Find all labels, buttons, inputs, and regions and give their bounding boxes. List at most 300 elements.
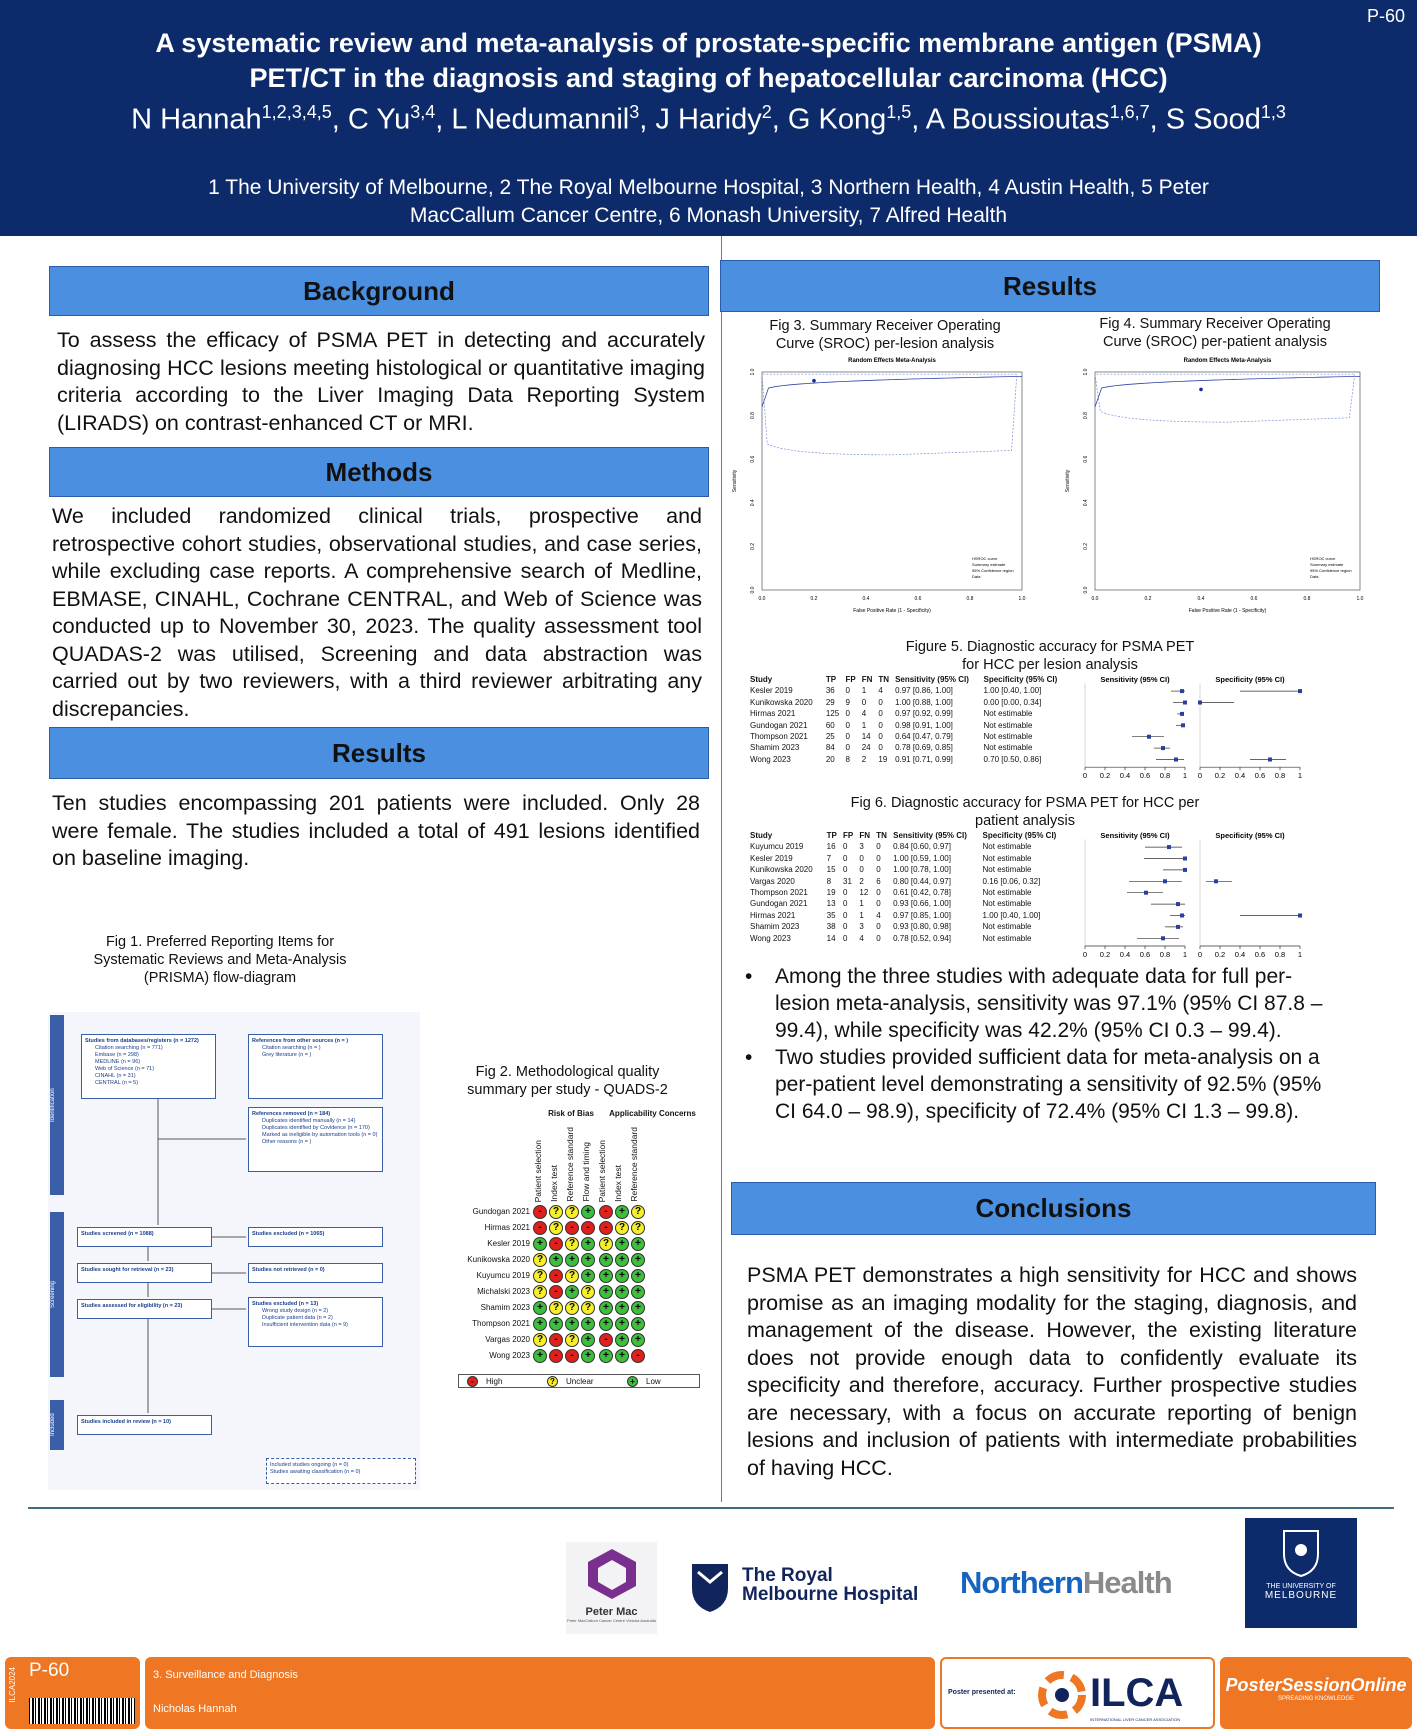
forest-panel-label: Specificity (95% CI)	[1215, 675, 1285, 684]
quadas-judgement-icon: +	[631, 1317, 645, 1331]
forest-study-row	[748, 887, 1070, 898]
forest-cell: Kunikowska 2020	[750, 697, 813, 707]
forest-cell: Not estimable	[982, 933, 1032, 943]
ilca-box	[940, 1657, 1215, 1729]
forest-study-row	[748, 685, 1070, 696]
forest-point	[1298, 689, 1302, 693]
forest-cell: 15	[826, 865, 836, 875]
title-line-2: PET/CT in the diagnosis and staging of hepatocellular carcinoma (HCC)	[249, 63, 1168, 93]
assessed-text: Studies assessed for eligibility (n = 23)	[81, 1303, 183, 1309]
quadas-judgement-icon: ?	[533, 1333, 547, 1347]
footer	[0, 1657, 1417, 1732]
forest-tick-label: 1	[1297, 771, 1303, 781]
quadas-judgement-icon: +	[631, 1269, 645, 1283]
forest-cell: Wong 2023	[750, 933, 791, 943]
quadas-judgement-icon: +	[615, 1349, 629, 1363]
summary-estimate-point	[1199, 388, 1203, 392]
forest-header-cell: Study	[750, 831, 773, 840]
prisma-line: MEDLINE (n = 96)	[95, 1059, 141, 1065]
forest-cell: 0.91 [0.71, 0.99]	[895, 754, 953, 764]
roc-legend-item: Summary estimate	[972, 562, 1006, 567]
forest-cell: 0	[843, 910, 848, 920]
affiliations	[140, 174, 1277, 230]
forest-cell: Thompson 2021	[750, 888, 808, 898]
quadas-judgement-icon: -	[549, 1237, 563, 1251]
quadas-judgement-icon: +	[631, 1285, 645, 1299]
quadas-judgement-icon: ?	[549, 1205, 563, 1219]
roc-legend-item: Summary estimate	[1310, 562, 1344, 567]
forest-cell: 29	[825, 697, 835, 707]
quadas-judgement-icon: ?	[581, 1285, 595, 1299]
not-retrieved-text: Studies not retrieved (n = 0)	[252, 1267, 325, 1273]
quadas-judgement-icon: +	[581, 1349, 595, 1363]
hsroc-curve	[1095, 376, 1360, 407]
forest-header-cell: TN	[878, 675, 890, 684]
methods-heading: Methods	[49, 447, 709, 497]
author-affil-sup: 3	[629, 102, 640, 122]
forest-point	[1183, 868, 1187, 872]
forest-cell: 16	[826, 842, 836, 852]
other-title: References from other sources (n = )	[252, 1038, 349, 1044]
quadas-study-label: Michalski 2023	[477, 1287, 530, 1296]
forest-panel-label: Sensitivity (95% CI)	[1100, 675, 1170, 684]
pso-sub: SPREADING KNOWLEDGE	[1277, 1696, 1354, 1702]
forest-cell: 0	[843, 888, 848, 898]
forest-cell: 84	[825, 743, 835, 753]
prisma-line: Other reasons (n = )	[262, 1139, 312, 1145]
roc-y-tick: 0.4	[750, 499, 756, 507]
screened-text: Studies screened (n = 1088)	[81, 1231, 154, 1237]
forest-header-cell: Study	[750, 675, 773, 684]
quadas-column-label: Patient selection	[533, 1139, 543, 1202]
fig4-caption: Fig 4. Summary Receiver Operating Curve (SROC) per-patient analysis	[1099, 316, 1331, 350]
quadas-columns	[531, 1120, 711, 1202]
roc-x-tick: 0.0	[758, 596, 766, 602]
forest-cell: 0.70 [0.50, 0.86]	[983, 754, 1042, 764]
unimelb-logo	[1245, 1518, 1357, 1628]
forest-cell: Shamim 2023	[750, 922, 800, 932]
forest-cell: Kesler 2019	[750, 686, 793, 696]
forest-study-row	[748, 910, 1070, 921]
forest-cell: 0.93 [0.80, 0.98]	[893, 922, 951, 932]
forest-cell: Kesler 2019	[750, 853, 793, 863]
forest-cell: Kuyumcu 2019	[750, 842, 804, 852]
fig6-table	[748, 830, 1070, 944]
forest-study-row	[748, 921, 1070, 932]
footer-presenter: Nicholas Hannah	[153, 1703, 237, 1715]
roc-x-tick: 0.6	[1250, 596, 1258, 602]
forest-cell: 0.16 [0.06, 0.32]	[982, 876, 1041, 886]
forest-cell: 35	[826, 910, 836, 920]
quadas-judgement-icon: +	[533, 1301, 547, 1315]
forest-cell: 0	[876, 888, 881, 898]
forest-cell: Shamim 2023	[750, 743, 800, 753]
forest-cell: Wong 2023	[750, 754, 791, 764]
forest-cell: 0	[843, 899, 848, 909]
prisma-line: Embase (n = 298)	[95, 1052, 139, 1058]
forest-tick-label: 0.6	[1139, 950, 1151, 959]
forest-cell: 25	[825, 732, 835, 742]
forest-tick-label: 0	[1082, 950, 1088, 959]
quadas-judgement-icon: -	[599, 1221, 613, 1235]
fig5-caption: Figure 5. Diagnostic accuracy for PSMA PET for HCC per lesion analysis	[905, 639, 1195, 673]
author-affil-sup: 1,5	[886, 102, 912, 122]
roc-legend-item: Data	[972, 574, 981, 579]
forest-cell: 2	[861, 754, 867, 764]
forest-point	[1176, 925, 1180, 929]
results-bullets	[745, 963, 1335, 1125]
forest-study-row	[748, 898, 1070, 909]
forest-cell: 0	[843, 842, 848, 852]
prisma-diagram	[48, 1012, 420, 1490]
forest-header-row	[748, 830, 1070, 841]
forest-cell: 0	[845, 720, 850, 730]
prisma-line: Wrong study design (n = 2)	[262, 1308, 329, 1314]
quadas-column-label: Reference standard	[565, 1127, 575, 1202]
roc-x-tick: 0.6	[914, 596, 922, 602]
quadas-study-label: Vargas 2020	[485, 1335, 530, 1344]
quadas-judgement-icon: -	[599, 1205, 613, 1219]
quadas-judgement-icon: +	[533, 1237, 547, 1251]
forest-cell: 0.61 [0.42, 0.78]	[893, 888, 951, 898]
quadas-judgement-icon: +	[581, 1253, 595, 1267]
quadas-study-label: Shamim 2023	[480, 1303, 530, 1312]
conclusions-heading: Conclusions	[731, 1182, 1376, 1235]
author-list	[20, 102, 1397, 137]
bullet-item-2: • Two studies provided sufficient data for meta-analysis on a per-patient level demonstrating a sensitivity of 92.5% (95% CI 64.0 – 98.9), specificity of 72.4% (95% CI 1.3 – 99.8).	[745, 1044, 1335, 1125]
forest-cell: 4	[861, 709, 867, 719]
ilca-sub: INTERNATIONAL LIVER CANCER ASSOCIATION	[1090, 1717, 1181, 1722]
forest-cell: 19	[826, 888, 836, 898]
roc-plot-title: Random Effects Meta-Analysis	[848, 358, 936, 364]
forest-cell: 0	[845, 686, 850, 696]
forest-cell: Not estimable	[983, 732, 1033, 742]
forest-study-row	[748, 876, 1070, 887]
forest-cell: Not estimable	[983, 720, 1033, 730]
roc-y-label: Sensitivity	[1065, 469, 1071, 493]
forest-cell: Not estimable	[982, 899, 1032, 909]
forest-cell: 0	[878, 709, 883, 719]
fig6-caption: Fig 6. Diagnostic accuracy for PSMA PET for HCC per patient analysis	[850, 795, 1200, 829]
sroc-patient-plot	[1055, 350, 1370, 625]
author-separator: ,	[911, 103, 926, 136]
quadas-judgement-icon: -	[533, 1205, 547, 1219]
forest-cell: 0	[845, 709, 850, 719]
forest-cell: 60	[825, 720, 835, 730]
forest-tick-label: 0	[1197, 771, 1203, 781]
quadas-row	[455, 1236, 705, 1252]
roc-y-tick: 0.2	[1083, 542, 1089, 550]
petermac-mark-icon	[582, 1546, 642, 1601]
quadas-legend-label: Unclear	[566, 1376, 594, 1386]
sroc-lesion-plot	[722, 350, 1032, 625]
fig5-forest-plot	[1075, 674, 1315, 782]
northern-word: Northern	[960, 1565, 1083, 1600]
quadas-judgement-icon: -	[549, 1285, 563, 1299]
background-heading: Background	[49, 266, 709, 316]
forest-cell: 0	[859, 853, 864, 863]
ongoing-text: Included studies ongoing (n = 0)	[270, 1462, 349, 1468]
roc-x-tick: 0.4	[862, 596, 870, 602]
roc-x-tick: 0.8	[1303, 596, 1311, 602]
rmh-line1: The Royal	[742, 1565, 833, 1586]
prisma-line: CENTRAL (n = 5)	[95, 1080, 139, 1086]
quadas-judgement-icon: +	[631, 1237, 645, 1251]
roc-y-tick: 0.4	[1083, 499, 1089, 507]
quadas-judgement-icon: +	[565, 1317, 579, 1331]
footer-code: P-60	[29, 1660, 70, 1681]
forest-cell: Not estimable	[982, 888, 1032, 898]
forest-cell: Gundogan 2021	[750, 899, 808, 909]
forest-tick-label: 0.2	[1214, 950, 1226, 959]
forest-point	[1174, 758, 1178, 762]
forest-cell: Not estimable	[982, 922, 1032, 932]
forest-cell: 0.64 [0.47, 0.79]	[895, 732, 953, 742]
fig1-caption: Fig 1. Preferred Reporting Items for Systematic Reviews and Meta-Analysis (PRISMA) flow-diagram	[93, 934, 347, 986]
quadas-legend-icon: -	[467, 1376, 478, 1387]
removed-title: References removed (n = 184)	[252, 1111, 331, 1117]
roc-x-tick: 0.8	[966, 596, 974, 602]
author-name: N Hannah	[131, 103, 262, 136]
quadas-judgement-icon: +	[565, 1285, 579, 1299]
quadas-judgement-icon: +	[581, 1317, 595, 1331]
quadas-judgement-icon: +	[631, 1301, 645, 1315]
forest-study-row	[748, 742, 1070, 753]
forest-cell: 3	[859, 842, 864, 852]
forest-tick-label: 0	[1197, 950, 1203, 959]
forest-cell: Hirmas 2021	[750, 910, 796, 920]
forest-cell: 0	[861, 697, 867, 707]
forest-study-row	[748, 697, 1070, 708]
barcode-icon	[29, 1698, 135, 1724]
forest-study-row	[748, 720, 1070, 731]
quadas-judgement-icon: +	[581, 1333, 595, 1347]
results-left-heading: Results	[49, 727, 709, 779]
forest-cell: 0.00 [0.00, 0.34]	[983, 697, 1042, 707]
quadas-chart	[455, 1106, 705, 1396]
fig5-data-table	[748, 674, 1070, 765]
quadas-row	[455, 1204, 705, 1220]
db-title: Studies from databases/registers (n = 1272)	[85, 1038, 199, 1044]
petermac-name: Peter Mac	[585, 1606, 638, 1618]
forest-point	[1176, 902, 1180, 906]
forest-panel-label: Specificity (95% CI)	[1215, 831, 1285, 840]
quadas-judgement-icon: -	[549, 1269, 563, 1283]
forest-study-row	[748, 853, 1070, 864]
roc-y-tick: 0.6	[1083, 455, 1089, 463]
author-name: A Boussioutas	[925, 103, 1110, 136]
forest-cell: 24	[861, 743, 871, 753]
quadas-study-label: Gundogan 2021	[472, 1207, 530, 1216]
quadas-judgement-icon: -	[565, 1349, 579, 1363]
footer-info-box	[145, 1657, 935, 1729]
forest-cell: 14	[861, 732, 871, 742]
forest-tick-label: 0	[1082, 771, 1088, 781]
forest-cell: 1.00 [0.40, 1.00]	[982, 910, 1041, 920]
forest-cell: Not estimable	[983, 709, 1033, 719]
forest-tick-label: 0.2	[1214, 771, 1226, 781]
quadas-study-label: Wong 2023	[489, 1351, 530, 1360]
forest-cell: 0	[876, 922, 881, 932]
forest-tick-label: 0.4	[1119, 950, 1131, 959]
author-separator: ,	[435, 103, 452, 136]
roc-x-label: False Positive Rate (1 - Specificity)	[853, 608, 931, 614]
forest-point	[1298, 914, 1302, 918]
confidence-region	[1095, 374, 1355, 422]
forest-cell: 1.00 [0.40, 1.00]	[983, 686, 1042, 696]
forest-cell: 1	[861, 686, 867, 696]
author-name: C Yu	[347, 103, 411, 136]
forest-cell: 0	[859, 865, 864, 875]
roc-x-label: False Positive Rate (1 - Specificity)	[1188, 608, 1267, 614]
forest-header-cell: TP	[825, 675, 837, 684]
pso-name: PosterSessionOnline	[1225, 1675, 1407, 1695]
fig6-forest-plot	[1075, 830, 1315, 959]
forest-cell: Vargas 2020	[750, 876, 795, 886]
presented-at: Poster presented at:	[948, 1689, 1016, 1696]
roc-x-tick: 1.0	[1018, 596, 1026, 602]
quadas-judgement-icon: -	[565, 1221, 579, 1235]
author-affil-sup: 1,6,7	[1109, 102, 1150, 122]
fig2-caption: Fig 2. Methodological quality summary per study - QUADS-2	[467, 1064, 668, 1098]
forest-cell: 1	[859, 910, 864, 920]
forest-cell: 0	[843, 933, 848, 943]
quadas-judgement-icon: ?	[631, 1205, 645, 1219]
forest-cell: 0	[876, 899, 881, 909]
forest-header-cell: FP	[845, 675, 856, 684]
prisma-arrows	[48, 1012, 420, 1490]
quadas-judgement-icon: +	[549, 1317, 563, 1331]
quadas-judgement-icon: ?	[533, 1285, 547, 1299]
forest-cell: 0.97 [0.86, 1.00]	[895, 686, 953, 696]
unimelb-line1: THE UNIVERSITY OF	[1266, 1583, 1336, 1590]
quadas-column-label: Index test	[549, 1165, 559, 1202]
author-name: G Kong	[787, 103, 887, 136]
forest-header-cell: FN	[861, 675, 873, 684]
forest-study-row	[748, 841, 1070, 852]
quadas-row	[455, 1300, 705, 1316]
quadas-judgement-icon: +	[599, 1269, 613, 1283]
forest-study-row	[748, 708, 1070, 719]
prisma-line: Grey literature (n = )	[262, 1052, 312, 1058]
forest-cell: 8	[826, 876, 832, 886]
author-name: S Sood	[1165, 103, 1261, 136]
forest-cell: 0	[878, 743, 883, 753]
quadas-judgement-icon: +	[533, 1317, 547, 1331]
quadas-judgement-icon: +	[581, 1269, 595, 1283]
quadas-row	[455, 1316, 705, 1332]
conclusions-text: PSMA PET demonstrates a high sensitivity for HCC and shows promise as an imaging modality for the staging, diagnosis, and management of the disease. However, the existing literature does not provide enough data to confidently evaluate its specificity and therefore, accuracy. Further prospective studies are necessary, with a focus on accurate reporting of benign lesions and inclusion of patients with intermediate probabilities of having HCC.	[747, 1263, 1357, 1480]
roc-y-tick: 0.0	[1083, 586, 1089, 594]
quadas-judgement-icon: -	[533, 1221, 547, 1235]
quadas-judgement-icon: -	[549, 1333, 563, 1347]
quadas-legend	[458, 1374, 700, 1388]
forest-tick-label: 0.6	[1254, 950, 1266, 959]
northern-health-logo	[960, 1565, 1172, 1601]
forest-cell: 125	[825, 709, 840, 719]
forest-cell: 0	[843, 865, 848, 875]
poster-title	[60, 26, 1357, 96]
confidence-region	[762, 374, 1017, 455]
quadas-judgement-icon: +	[565, 1253, 579, 1267]
quadas-group-app: Applicability Concerns	[609, 1109, 696, 1118]
forest-panel-label: Sensitivity (95% CI)	[1100, 831, 1170, 840]
ilca-mark-icon	[1038, 1671, 1086, 1719]
prisma-line: Marked as ineligible by automation tools (n = 0)	[262, 1132, 378, 1138]
bottom-rule	[28, 1507, 1394, 1509]
quadas-judgement-icon: +	[599, 1317, 613, 1331]
quadas-judgement-icon: ?	[565, 1269, 579, 1283]
roc-legend-item: 95% Confidence region	[972, 568, 1014, 573]
forest-tick-label: 0.8	[1274, 950, 1286, 959]
forest-cell: 31	[843, 876, 852, 886]
title-line-1: A systematic review and meta-analysis of prostate-specific membrane antigen (PSMA)	[155, 28, 1262, 58]
author-separator: ,	[639, 103, 656, 136]
quadas-judgement-icon: +	[581, 1205, 595, 1219]
prisma-line: Citation searching (n = )	[262, 1045, 321, 1051]
author-affil-sup: 3,4	[410, 102, 436, 122]
quadas-group-rob: Risk of Bias	[548, 1109, 594, 1118]
quadas-judgement-icon: +	[599, 1253, 613, 1267]
forest-cell: 0	[845, 732, 850, 742]
phase-screening: Screening	[50, 1212, 64, 1377]
quadas-judgement-icon: +	[631, 1333, 645, 1347]
results-left-text: Ten studies encompassing 201 patients were included. Only 28 were female. The studies included a total of 491 lesions identified on baseline imaging.	[52, 791, 700, 870]
forest-cell: Not estimable	[982, 865, 1032, 875]
forest-tick-label: 0.6	[1139, 771, 1151, 781]
sought-text: Studies sought for retrieval (n = 23)	[81, 1267, 174, 1273]
quadas-judgement-icon: ?	[549, 1221, 563, 1235]
quadas-judgement-icon: ?	[549, 1301, 563, 1315]
forest-cell: 0	[878, 732, 883, 742]
awaiting-text: Studies awaiting classification (n = 0)	[270, 1469, 361, 1475]
roc-legend-item: HSROC curve	[1310, 556, 1336, 561]
forest-header-cell: Specificity (95% CI)	[983, 675, 1058, 684]
forest-cell: Hirmas 2021	[750, 709, 796, 719]
quadas-judgement-icon: +	[599, 1285, 613, 1299]
forest-header-cell: TN	[876, 831, 887, 840]
prisma-line: Citation searching (n = 771)	[95, 1045, 163, 1051]
quadas-judgement-icon: +	[615, 1317, 629, 1331]
bullet-text-1: Among the three studies with adequate data for full per-lesion meta-analysis, sensitivity was 97.1% (95% CI 87.8 – 99.4), while specificity was 42.2% (95% CI 0.3 – 99.4).	[775, 965, 1323, 1042]
author-affil-sup: 1,3	[1260, 102, 1286, 122]
quadas-judgement-icon: +	[533, 1349, 547, 1363]
forest-point	[1268, 758, 1272, 762]
results-right-heading: Results	[720, 260, 1380, 312]
quadas-column-label: Index test	[613, 1165, 623, 1202]
roc-legend-item: Data	[1310, 574, 1319, 579]
forest-cell: 4	[878, 686, 883, 696]
quadas-judgement-icon: +	[615, 1205, 629, 1219]
petermac-logo	[566, 1542, 657, 1634]
prisma-line: Insufficient intervention data (n = 9)	[262, 1322, 348, 1328]
forest-tick-label: 0.2	[1099, 771, 1111, 781]
quadas-column-label: Reference standard	[629, 1127, 639, 1202]
roc-x-tick: 0.2	[810, 596, 818, 602]
forest-tick-label: 0.4	[1119, 771, 1131, 781]
quadas-legend-item	[619, 1376, 699, 1387]
forest-tick-label: 1	[1182, 771, 1188, 781]
forest-header-row	[748, 674, 1070, 685]
quadas-study-label: Kesler 2019	[487, 1239, 530, 1248]
fig6-data-table	[748, 830, 1070, 944]
forest-cell: Thompson 2021	[750, 732, 808, 742]
pso-box	[1220, 1657, 1412, 1729]
quadas-judgement-icon: +	[631, 1253, 645, 1267]
forest-header-cell: Sensitivity (95% CI)	[895, 675, 969, 684]
forest-cell: Not estimable	[983, 743, 1033, 753]
forest-cell: 0	[878, 720, 883, 730]
